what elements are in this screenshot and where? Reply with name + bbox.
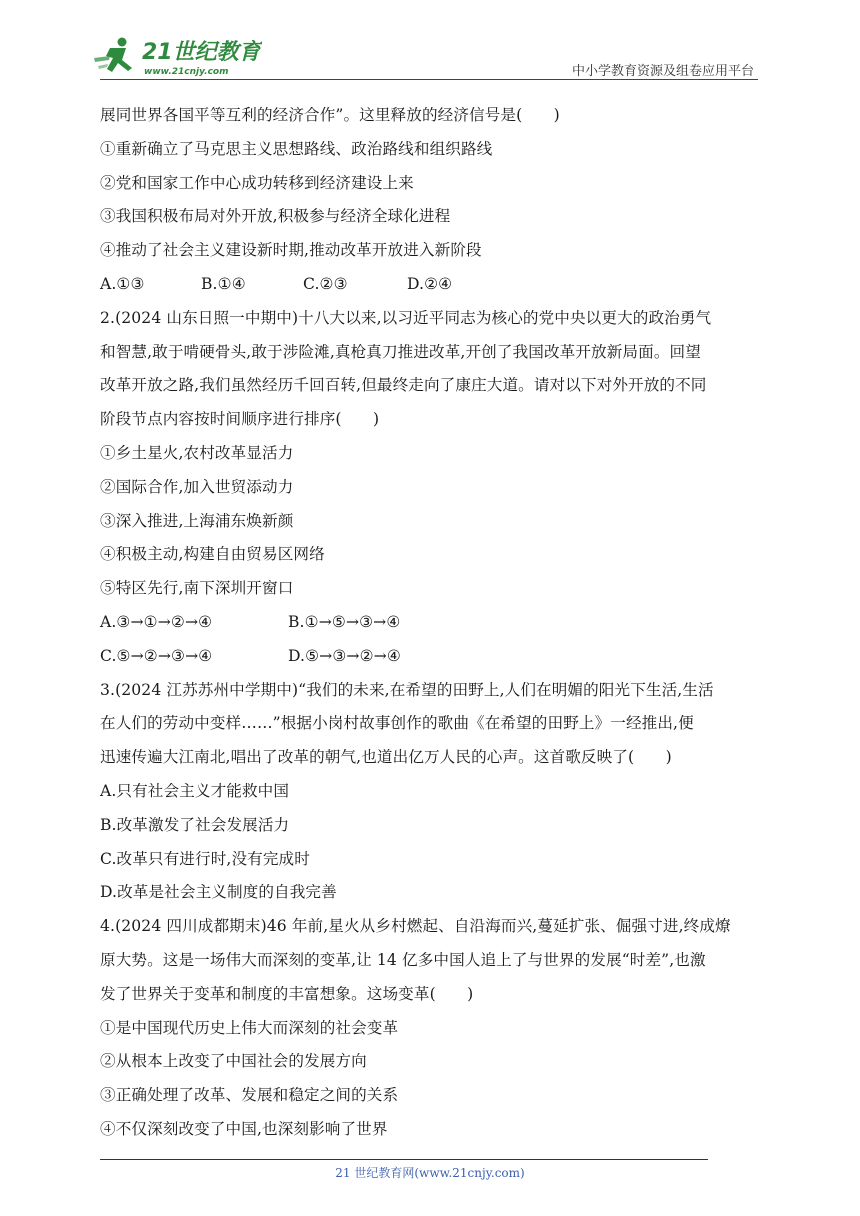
svg-text:www.21cnjy.com: www.21cnjy.com [144,67,229,77]
q3-option-a: A.只有社会主义才能救中国 [100,781,290,800]
q2-option-a: A.③→①→②→④ [100,612,213,631]
q2-stem-line-3: 改革开放之路,我们虽然经历千回百转,但最终走向了康庄大道。请对以下对外开放的不同 [100,376,707,395]
q2-item-5: ⑤特区先行,南下深圳开窗口 [100,579,294,598]
q1-options [100,268,760,302]
svg-text:21世纪教育: 21世纪教育 [142,40,261,65]
q4-item-2: ②从根本上改变了中国社会的发展方向 [100,1052,367,1071]
q2-options-row-2 [100,640,760,674]
q2-option-b: B.①→⑤→③→④ [288,612,401,631]
platform-name: 中小学教育资源及组卷应用平台 [571,64,754,79]
question-content [100,99,760,1147]
q4-item-4: ④不仅深刻改变了中国,也深刻影响了世界 [100,1119,388,1138]
q2-item-2: ②国际合作,加入世贸添动力 [100,477,294,496]
q1-stem-tail: 展同世界各国平等互利的经济合作”。这里释放的经济信号是( ) [100,106,560,124]
q2-stem-line-1: 2.(2024 山东日照一中期中)十八大以来,以习近平同志为核心的党中央以更大的政治勇气 [100,308,712,327]
q4-stem-line-1: 4.(2024 四川成都期末)46 年前,星火从乡村燃起、自沿海而兴,蔓延扩张、倔强寸进,终成燎 [100,917,731,936]
q2-item-4: ④积极主动,构建自由贸易区网络 [100,545,325,564]
q4-stem-line-3: 发了世界关于变革和制度的丰富想象。这场变革( ) [100,984,474,1003]
q4-stem-line-2: 原大势。这是一场伟大而深刻的变革,让 14 亿多中国人追上了与世界的发展“时差”,也激 [100,950,706,969]
q2-stem-line-4: 阶段节点内容按时间顺序进行排序( ) [100,410,380,429]
q3-option-d: D.改革是社会主义制度的自我完善 [100,883,337,902]
footer-link[interactable]: 21 世纪教育网(www.21cnjy.com) [335,1166,525,1180]
q3-option-c: C.改革只有进行时,没有完成时 [100,849,310,868]
q2-option-c: C.⑤→②→③→④ [100,646,213,665]
q1-option-b: B.①④ [201,274,246,293]
q1-option-d: D.②④ [407,274,453,293]
q2-item-3: ③深入推进,上海浦东焕新颜 [100,511,294,530]
q2-stem-line-2: 和智慧,敢于啃硬骨头,敢于涉险滩,真枪真刀推进改革,开创了我国改革开放新局面。回望 [100,342,701,361]
q3-stem-line-1: 3.(2024 江苏苏州中学期中)“我们的未来,在希望的田野上,人们在明媚的阳光下生活,生活 [100,680,714,699]
q3-stem-line-3: 迅速传遍大江南北,唱出了改革的朝气,也道出亿万人民的心声。这首歌反映了( ) [100,748,672,767]
q1-item-3: ③我国积极布局对外开放,积极参与经济全球化进程 [100,207,451,226]
site-logo [92,34,262,80]
q2-option-d: D.⑤→③→②→④ [288,646,401,665]
q1-option-a: A.①③ [100,274,145,293]
q3-option-b: B.改革激发了社会发展活力 [100,815,290,834]
q2-item-1: ①乡土星火,农村改革显活力 [100,443,294,462]
q1-item-1: ①重新确立了马克思主义思想路线、政治路线和组织路线 [100,139,493,158]
q1-item-4: ④推动了社会主义建设新时期,推动改革开放进入新阶段 [100,241,482,260]
q1-item-2: ②党和国家工作中心成功转移到经济建设上来 [100,173,414,192]
q3-stem-line-2: 在人们的劳动中变样……”根据小岗村故事创作的歌曲《在希望的田野上》一经推出,便 [100,714,694,733]
footer-divider [100,1159,708,1160]
q4-item-3: ③正确处理了改革、发展和稳定之间的关系 [100,1086,399,1105]
page-header [0,0,860,90]
q4-item-1: ①是中国现代历史上伟大而深刻的社会变革 [100,1018,399,1037]
runner-icon [94,38,132,73]
q1-option-c: C.②③ [303,274,348,293]
q2-options-row-1 [100,606,760,640]
header-divider [100,79,758,80]
